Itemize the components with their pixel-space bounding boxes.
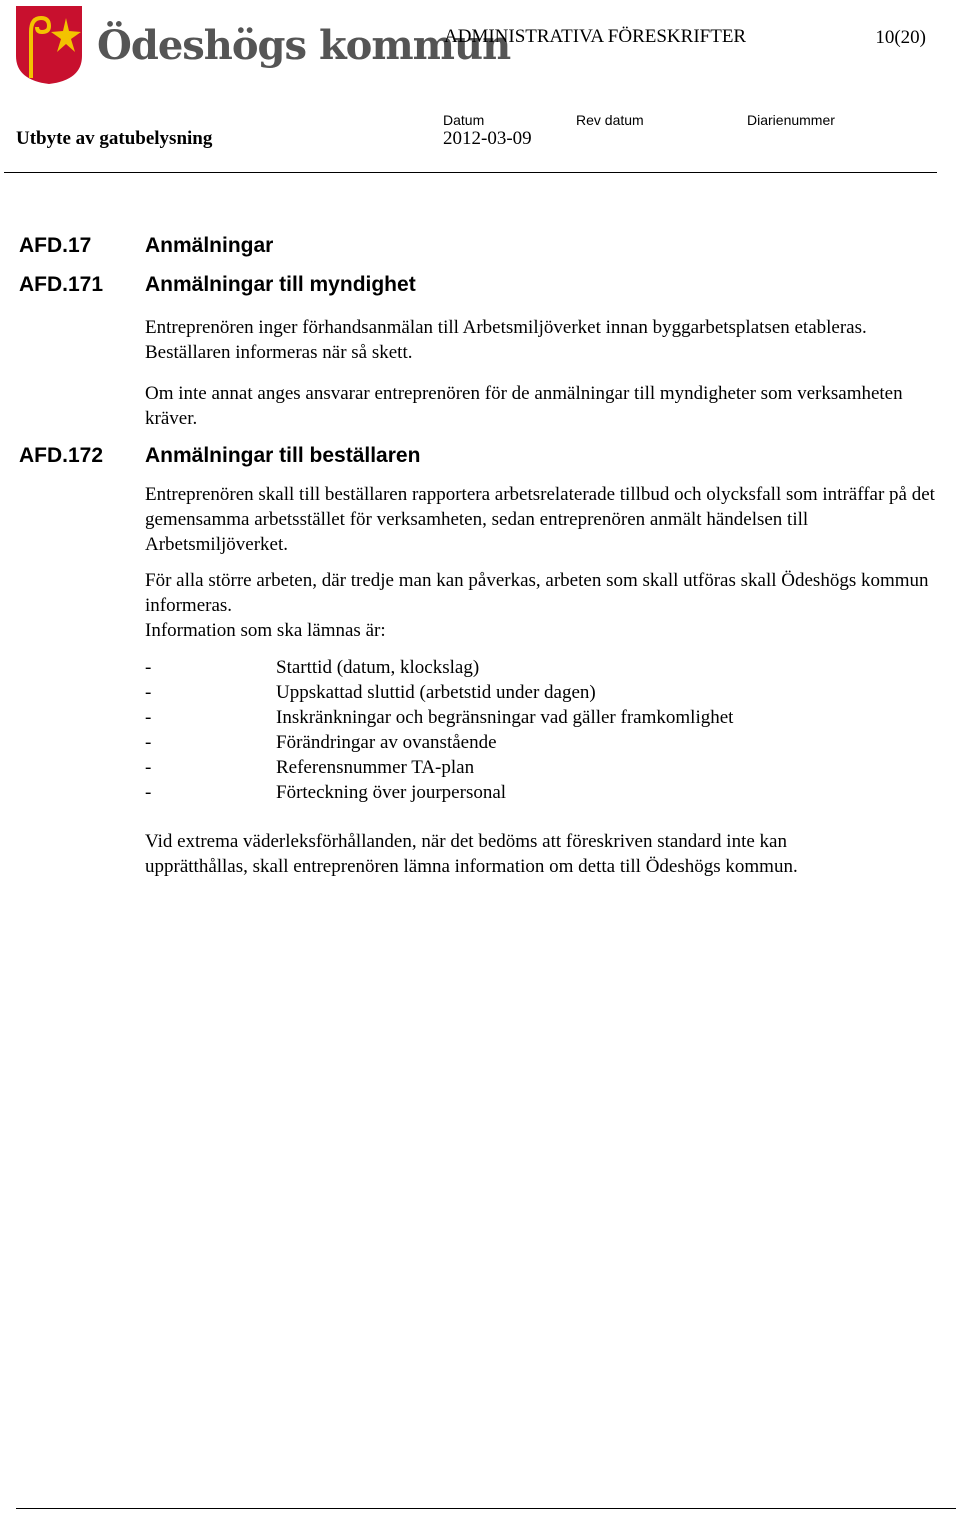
- list-dash: -: [145, 782, 152, 803]
- list-item: [145, 730, 935, 755]
- list-dash: -: [145, 757, 152, 778]
- document-type: ADMINISTRATIVA FÖRESKRIFTER: [444, 26, 747, 47]
- section-code-afd172: AFD.172: [19, 444, 104, 467]
- paragraph-afd172-3: Vid extrema väderleksförhållanden, när det bedöms att föreskriven standard inte kan upprätthållas, skall entreprenören lämna information om detta till Ödeshögs kommun.: [145, 831, 798, 877]
- list-item-text: Uppskattad sluttid (arbetstid under dagen): [276, 682, 596, 703]
- rev-date-label: Rev datum: [576, 112, 644, 128]
- list-item-text: Referensnummer TA-plan: [276, 757, 475, 778]
- list-item: [145, 755, 935, 780]
- list-dash: -: [145, 657, 152, 678]
- list-item-text: Förteckning över jourpersonal: [276, 782, 507, 803]
- paragraph-afd172-2: För alla större arbeten, där tredje man kan påverkas, arbeten som skall utföras skall Ödeshögs kommun informeras.: [145, 570, 929, 616]
- footer-divider: [16, 1508, 956, 1509]
- date-value: 2012-03-09: [443, 128, 532, 149]
- document-title: Utbyte av gatubelysning: [16, 128, 213, 149]
- paragraph-afd171-2: Om inte annat anges ansvarar entreprenören för de anmälningar till myndigheter som verksamheten kräver.: [145, 383, 903, 429]
- paragraph-afd172-2-intro: Information som ska lämnas är:: [145, 620, 386, 641]
- diary-number-label: Diarienummer: [747, 112, 835, 128]
- section-code-afd171: AFD.171: [19, 273, 104, 296]
- paragraph-afd172-1: Entreprenören skall till beställaren rapportera arbetsrelaterade tillbud och olycksfall som inträffar på det gemensamma arbetsstället för verksamheten, sedan entreprenören anmält händelsen till Arbetsmiljöverket.: [145, 484, 935, 555]
- list-dash: -: [145, 682, 152, 703]
- list-item: [145, 705, 935, 730]
- brand-name: Ödeshögs kommun: [97, 22, 511, 69]
- header-divider: [4, 172, 937, 173]
- list-item: [145, 680, 935, 705]
- date-label: Datum: [443, 112, 485, 128]
- paragraph-afd171-1: Entreprenören inger förhandsanmälan till Arbetsmiljöverket innan byggarbetsplatsen etableras. Beställaren informeras när så skett.: [145, 317, 867, 363]
- list-item: [145, 780, 935, 805]
- municipality-logo: [14, 4, 84, 86]
- page-number: 10(20): [875, 27, 926, 48]
- list-dash: -: [145, 707, 152, 728]
- section-heading-afd172: Anmälningar till beställaren: [145, 444, 421, 467]
- list-item-text: Starttid (datum, klockslag): [276, 657, 480, 678]
- information-list: [145, 655, 935, 805]
- section-heading-afd17: Anmälningar: [145, 234, 274, 257]
- list-item: [145, 655, 935, 680]
- list-item-text: Förändringar av ovanstående: [276, 732, 497, 753]
- section-heading-afd171: Anmälningar till myndighet: [145, 273, 416, 296]
- section-code-afd17: AFD.17: [19, 234, 92, 257]
- list-item-text: Inskränkningar och begränsningar vad gäller framkomlighet: [276, 707, 734, 728]
- list-dash: -: [145, 732, 152, 753]
